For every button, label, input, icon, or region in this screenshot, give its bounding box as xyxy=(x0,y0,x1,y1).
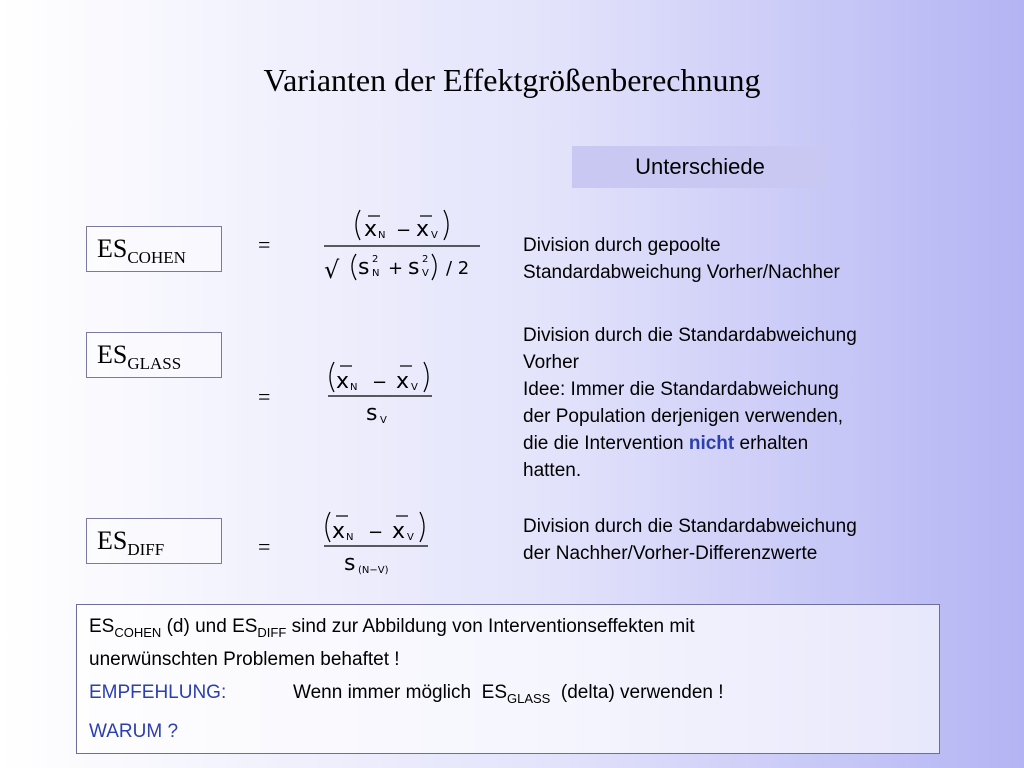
num-a: x xyxy=(364,217,378,242)
den-sub: (N−V) xyxy=(358,565,389,576)
paren-right xyxy=(432,254,436,280)
den-s1-sup: 2 xyxy=(372,254,379,265)
description-diff xyxy=(523,513,857,567)
minus-sign: − xyxy=(396,220,412,241)
den-sub: V xyxy=(380,415,387,426)
paren-left xyxy=(326,512,330,542)
description-cohen xyxy=(523,232,840,286)
num-a: x xyxy=(332,519,346,544)
den-s1: s xyxy=(358,255,370,280)
paren-right xyxy=(420,512,424,542)
den-s1-sub: N xyxy=(372,268,380,279)
es-base: ES xyxy=(97,526,128,555)
num-a-sub: N xyxy=(350,382,358,393)
formula-es-cohen xyxy=(316,200,496,290)
note-text: Wenn immer möglich ES xyxy=(293,681,507,703)
description-line: Idee: Immer die Standardabweichung xyxy=(523,379,839,400)
den-s2: s xyxy=(408,255,420,280)
paren-right xyxy=(424,362,428,392)
description-line: Standardabweichung Vorher/Nachher xyxy=(523,262,840,283)
es-glass-label xyxy=(86,332,222,378)
es-base: ES xyxy=(97,340,128,369)
equals-sign: = xyxy=(258,534,271,559)
formula-es-glass xyxy=(316,350,456,435)
num-a-sub: N xyxy=(378,230,386,241)
note-text: (d) und ES xyxy=(161,616,258,637)
es-subscript: DIFF xyxy=(127,540,165,559)
minus-sign: − xyxy=(372,372,388,393)
num-b: x xyxy=(396,369,410,394)
num-b-sub: V xyxy=(411,382,418,393)
description-text: erhalten xyxy=(739,433,809,454)
note-subscript: COHEN xyxy=(114,624,162,640)
num-a-sub: N xyxy=(346,532,354,543)
note-subscript: GLASS xyxy=(507,690,551,706)
num-b-sub: V xyxy=(407,532,414,543)
paren-left xyxy=(356,210,360,240)
description-line: der Nachher/Vorher-Differenzwerte xyxy=(523,543,818,564)
den-s: s xyxy=(344,551,356,576)
page-title: Varianten der Effektgrößenberechnung xyxy=(263,62,761,98)
note-text: sind zur Abbildung von Interventionseffekten mit xyxy=(286,616,695,637)
es-subscript: COHEN xyxy=(127,248,186,267)
paren-right xyxy=(444,210,448,240)
description-line: Division durch gepoolte xyxy=(523,235,721,256)
description-text: die die Intervention xyxy=(523,433,684,454)
unterschiede-header-box: Unterschiede xyxy=(572,146,828,188)
es-diff-label xyxy=(86,518,222,564)
den-s2-sub: V xyxy=(422,268,429,279)
note-text: ES xyxy=(89,616,115,637)
description-line: Vorher xyxy=(523,352,579,373)
num-b: x xyxy=(392,519,406,544)
warum-question: WARUM ? xyxy=(89,720,179,742)
paren-left xyxy=(330,362,334,392)
minus-sign: − xyxy=(368,522,384,543)
recommendation-box xyxy=(76,604,940,754)
es-cohen-label xyxy=(86,226,222,272)
description-line xyxy=(523,430,857,457)
description-glass xyxy=(523,322,857,484)
es-base: ES xyxy=(97,234,128,263)
note-text: (delta) verwenden ! xyxy=(550,681,724,703)
description-line: Division durch die Standardabweichung xyxy=(523,325,857,346)
note-line-1 xyxy=(89,613,927,646)
equals-sign: = xyxy=(258,232,271,257)
divide-two: / 2 xyxy=(446,258,470,279)
description-line: hatten. xyxy=(523,460,582,481)
emphasis-nicht: nicht xyxy=(688,433,735,454)
den-s2-sup: 2 xyxy=(422,254,429,265)
description-line: Division durch die Standardabweichung xyxy=(523,516,857,537)
num-b: x xyxy=(416,217,430,242)
den-s: s xyxy=(366,401,378,426)
num-b-sub: V xyxy=(431,230,438,241)
es-subscript: GLASS xyxy=(127,354,182,373)
empfehlung-label: EMPFEHLUNG: xyxy=(89,681,227,703)
paren-left xyxy=(352,254,356,280)
formula-es-diff xyxy=(316,500,456,585)
plus-sign: + xyxy=(388,258,404,279)
note-line-2: unerwünschten Problemen behaftet ! xyxy=(89,648,400,670)
note-subscript: DIFF xyxy=(257,624,287,640)
equals-sign: = xyxy=(258,384,271,409)
empfehlung-text xyxy=(293,679,724,712)
sqrt-sign: √ xyxy=(324,256,340,284)
num-a: x xyxy=(336,369,350,394)
description-line: der Population derjenigen verwenden, xyxy=(523,406,844,427)
empfehlung-row xyxy=(89,679,927,712)
